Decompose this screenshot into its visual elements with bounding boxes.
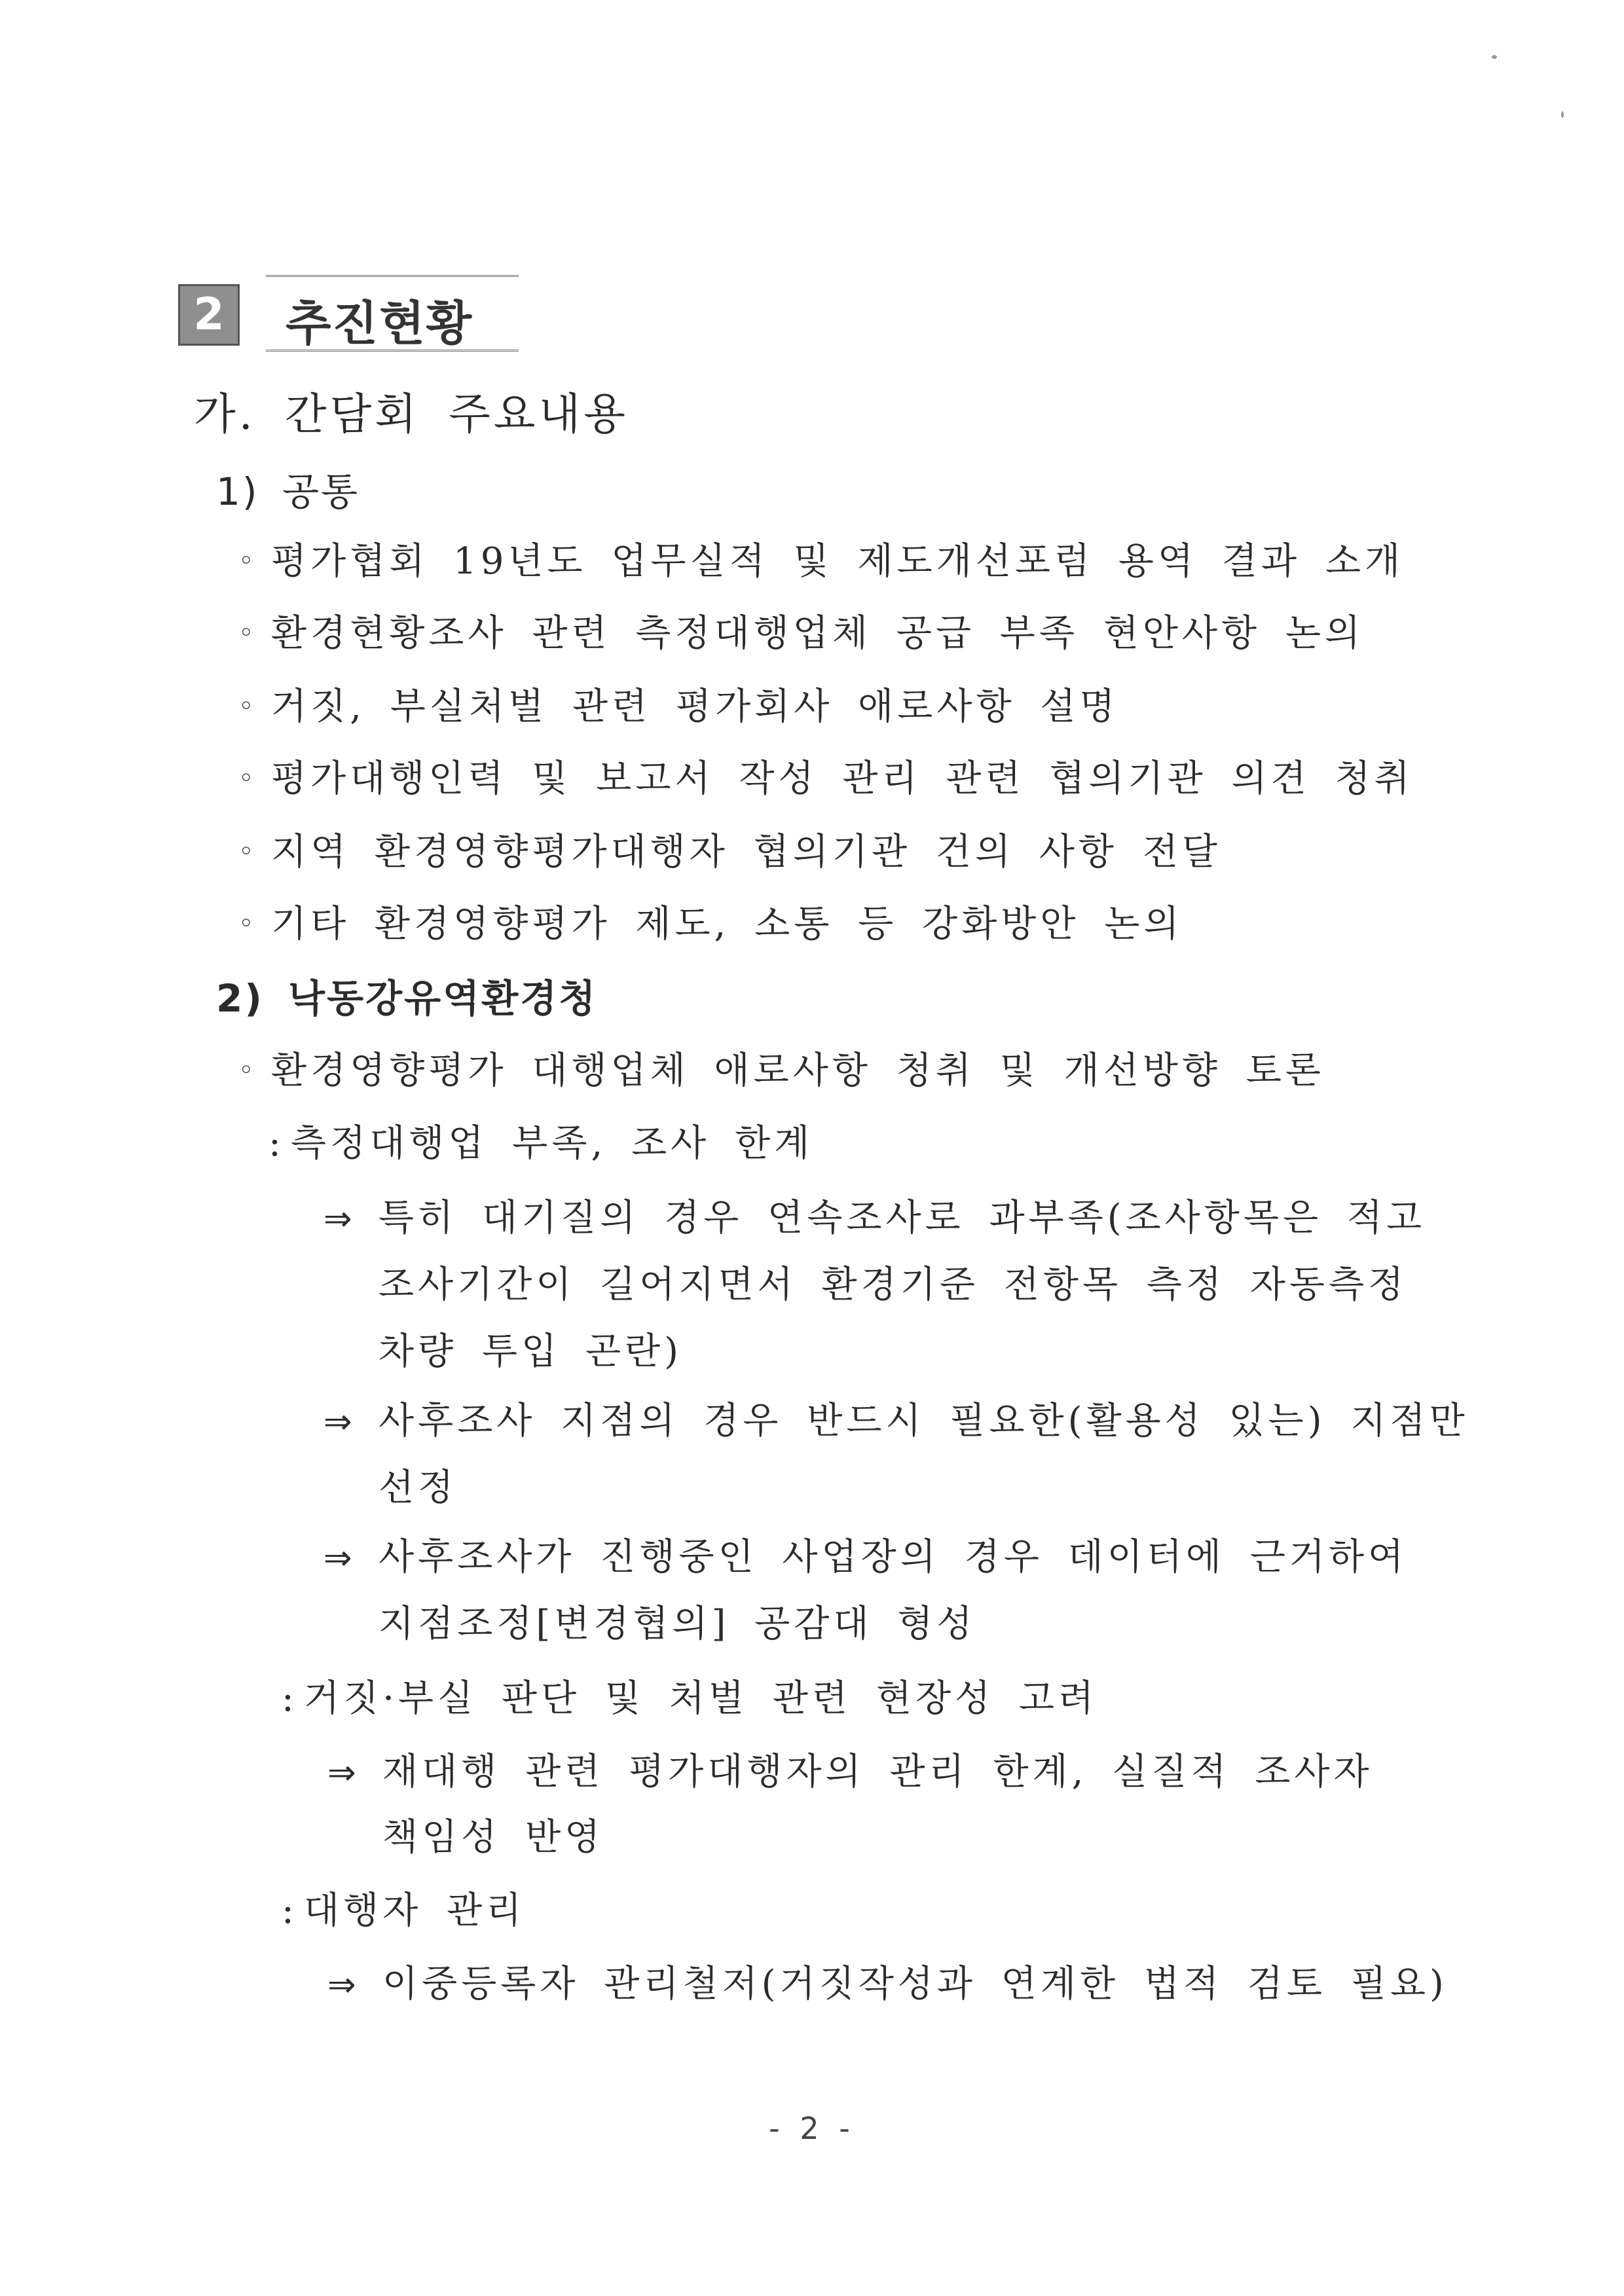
list-item-text: 환경영향평가 대행업체 애로사항 청취 및 개선방향 토론 xyxy=(271,1049,1325,1092)
section-title-frame xyxy=(266,272,519,357)
list-item xyxy=(238,1048,1325,1094)
colon-item xyxy=(268,1121,813,1167)
arrow-continuation: 조사기간이 길어지면서 환경기준 전항목 측정 자동측정 xyxy=(378,1264,1408,1306)
arrow-item-text: 사후조사가 진행중인 사업장의 경우 데이터에 근거하여 xyxy=(378,1536,1408,1578)
title-top-rule xyxy=(266,275,519,277)
arrow-item xyxy=(323,1195,1426,1242)
page-number: - 2 - xyxy=(769,2111,855,2146)
arrow-item xyxy=(327,1749,1373,1796)
arrow-item-text: 재대행 관련 평가대행자의 관리 한계, 실질적 조사자 xyxy=(382,1751,1373,1793)
arrow-continuation: 책임성 반영 xyxy=(382,1816,604,1859)
arrow-item xyxy=(327,1961,1448,2008)
colon-item-text: 측정대행업 부족, 조사 한계 xyxy=(291,1122,814,1165)
section-title: 추진현황 xyxy=(286,296,473,351)
arrow-mark: ⇒ xyxy=(323,1199,352,1239)
colon-mark: : xyxy=(282,1677,294,1720)
bullet-mark: ◦ xyxy=(238,763,254,793)
list-item-text: 거짓, 부실처벌 관련 평가회사 애로사항 설명 xyxy=(271,685,1119,728)
subheading-common: 1) 공통 xyxy=(216,469,360,514)
list-item-text: 기타 환경영향평가 제도, 소통 등 강화방안 논의 xyxy=(271,903,1183,945)
arrow-continuation: 지점조정[변경협의] 공감대 형성 xyxy=(378,1603,976,1645)
arrow-item-text: 사후조사 지점의 경우 반드시 필요한(활용성 있는) 지점만 xyxy=(378,1400,1469,1442)
arrow-continuation: 선정 xyxy=(378,1467,458,1509)
list-item xyxy=(238,756,1414,802)
bullet-mark: ◦ xyxy=(238,546,254,576)
list-item xyxy=(238,683,1119,730)
colon-item-text: 거짓·부실 판단 및 처벌 관련 현장성 고려 xyxy=(304,1677,1098,1720)
section-number-box: 2 xyxy=(178,284,240,346)
list-item-text: 환경현황조사 관련 측정대행업체 공급 부족 현안사항 논의 xyxy=(271,612,1365,655)
bullet-mark: ◦ xyxy=(238,909,254,939)
title-bottom-rule xyxy=(266,350,519,352)
colon-item xyxy=(282,1888,525,1934)
heading-ga: 가. 간담회 주요내용 xyxy=(194,389,629,439)
colon-mark: : xyxy=(268,1122,281,1165)
scan-speck xyxy=(1492,55,1497,59)
arrow-item-text: 특히 대기질의 경우 연속조사로 과부족(조사항목은 적고 xyxy=(378,1197,1426,1239)
list-item xyxy=(238,829,1221,875)
arrow-mark: ⇒ xyxy=(327,1753,356,1793)
colon-mark: : xyxy=(282,1889,294,1932)
subheading-nakdong: 2) 낙동강유역환경청 xyxy=(216,976,598,1021)
scan-speck xyxy=(1561,111,1564,118)
arrow-mark: ⇒ xyxy=(323,1539,352,1578)
colon-item xyxy=(282,1676,1098,1722)
section-header xyxy=(178,272,519,357)
list-item xyxy=(238,538,1404,585)
bullet-mark: ◦ xyxy=(238,691,254,721)
arrow-item-text: 이중등록자 관리철저(거짓작성과 연계한 법적 검토 필요) xyxy=(382,1963,1448,2005)
bullet-mark: ◦ xyxy=(238,618,254,648)
arrow-item xyxy=(323,1535,1407,1581)
list-item xyxy=(238,610,1364,657)
list-item-text: 평가협회 19년도 업무실적 및 제도개선포럼 용역 결과 소개 xyxy=(271,540,1405,583)
arrow-item xyxy=(323,1398,1469,1445)
arrow-mark: ⇒ xyxy=(327,1965,356,2005)
bullet-mark: ◦ xyxy=(238,837,254,867)
colon-item-text: 대행자 관리 xyxy=(304,1889,526,1932)
list-item-text: 지역 환경영향평가대행자 협의기관 건의 사항 전달 xyxy=(271,831,1222,873)
list-item-text: 평가대행인력 및 보고서 작성 관리 관련 협의기관 의견 청취 xyxy=(271,757,1414,800)
list-item xyxy=(238,901,1183,947)
arrow-continuation: 차량 투입 곤란) xyxy=(378,1330,683,1373)
bullet-mark: ◦ xyxy=(238,1055,254,1085)
arrow-mark: ⇒ xyxy=(323,1402,352,1442)
